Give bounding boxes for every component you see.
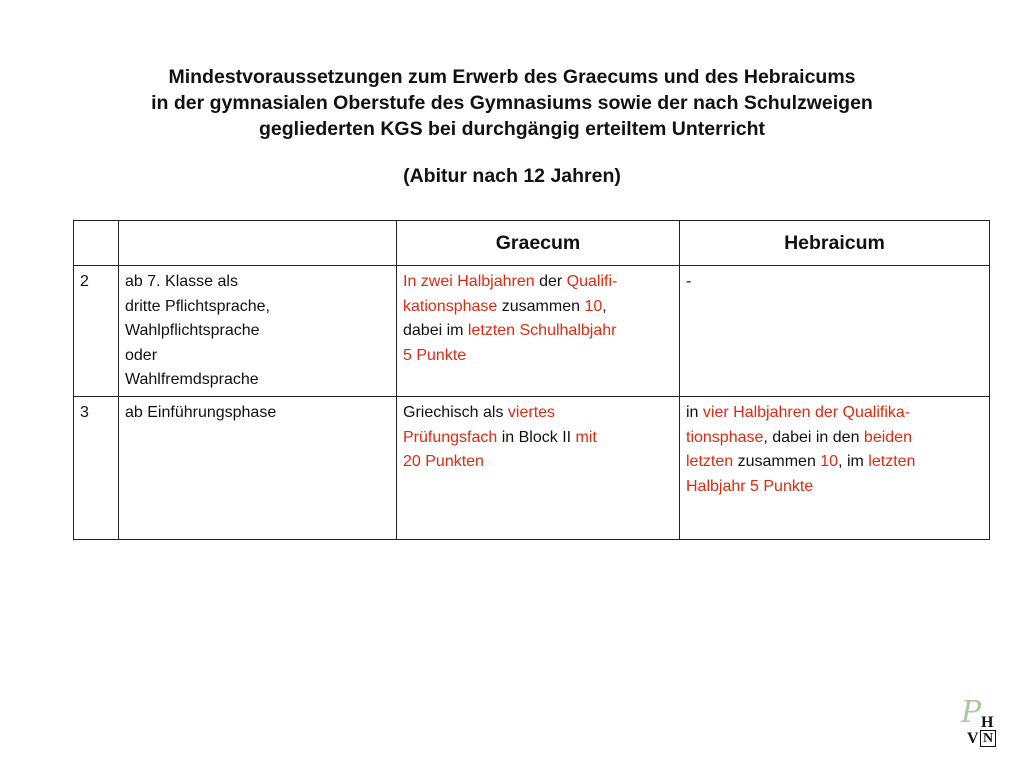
hebraicum-cell xyxy=(680,397,990,540)
logo-script-letter: P xyxy=(961,695,982,730)
header-number xyxy=(74,221,119,266)
table-row xyxy=(74,397,990,540)
start-cell xyxy=(119,266,397,397)
highlighted-text: 10 xyxy=(820,453,839,470)
cell-text: zusammen xyxy=(497,297,585,315)
cell-text: in xyxy=(686,404,703,421)
phvn-logo xyxy=(955,695,1003,748)
row-number: 3 xyxy=(74,397,119,540)
cell-line: dritte Pflichtsprache, xyxy=(125,297,270,315)
highlighted-text: In zwei Halbjahren xyxy=(403,273,535,290)
highlighted-text: 10 xyxy=(584,297,603,315)
cell-line: ab Einführungsphase xyxy=(125,404,277,421)
highlighted-text: beiden letzten xyxy=(686,428,912,470)
cell-text: - xyxy=(686,273,692,290)
cell-line: Wahlpflichtsprache xyxy=(125,322,260,339)
logo-letter-v: V xyxy=(967,730,979,747)
cell-text: zusammen xyxy=(733,453,821,470)
cell-text: , dabei in den xyxy=(763,428,864,446)
table-header-row xyxy=(74,221,990,266)
document-title xyxy=(0,64,1024,142)
row-number: 2 xyxy=(74,266,119,397)
cell-text: , dabei im xyxy=(403,297,607,339)
highlighted-text: Qualifi- kationsphase xyxy=(403,273,618,315)
cell-text: in Block II xyxy=(497,428,576,446)
header-start xyxy=(119,221,397,266)
cell-line: Wahlfremdsprache xyxy=(125,371,259,388)
highlighted-text: vier Halbjahren der Qualifika- tionsphase xyxy=(686,404,911,446)
cell-text: Griechisch als xyxy=(403,404,508,421)
title-line-1: Mindestvoraussetzungen zum Erwerb des Graecums und des Hebraicums xyxy=(168,66,856,88)
requirements-table xyxy=(73,220,990,540)
highlighted-text: letzten Schulhalbjahr 5 Punkte xyxy=(403,322,617,364)
graecum-cell xyxy=(397,266,680,397)
table-row xyxy=(74,266,990,397)
hebraicum-cell xyxy=(680,266,990,397)
highlighted-text: mit 20 Punkten xyxy=(403,428,597,470)
start-cell xyxy=(119,397,397,540)
cell-line: oder xyxy=(125,346,158,364)
document-subtitle: (Abitur nach 12 Jahren) xyxy=(403,165,621,187)
title-line-2: in der gymnasialen Oberstufe des Gymnasiums sowie der nach Schulzweigen xyxy=(151,92,873,114)
logo-letter-h: H xyxy=(981,714,994,731)
cell-text: , im xyxy=(838,453,869,470)
highlighted-text: viertes Prüfungsfach xyxy=(403,404,556,446)
logo-letter-n: N xyxy=(980,730,996,747)
header-hebraicum: Hebraicum xyxy=(680,221,990,266)
highlighted-text: letzten Halbjahr 5 Punkte xyxy=(686,453,916,495)
title-line-3: gegliederten KGS bei durchgängig erteiltem Unterricht xyxy=(258,118,765,140)
cell-line: ab 7. Klasse als xyxy=(125,273,238,290)
cell-text: der xyxy=(534,273,567,290)
header-graecum: Graecum xyxy=(397,221,680,266)
graecum-cell xyxy=(397,397,680,540)
